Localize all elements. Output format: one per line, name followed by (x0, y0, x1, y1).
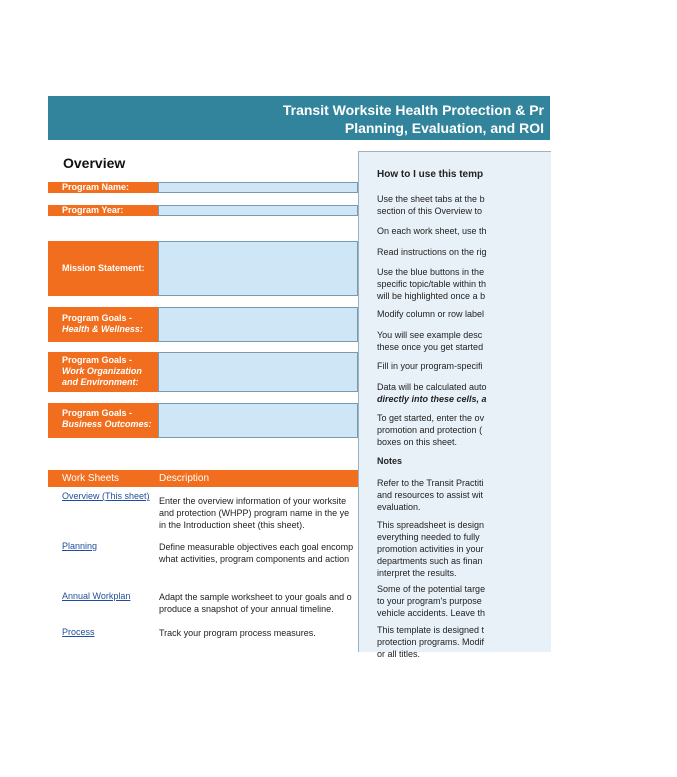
mission-statement-label: Mission Statement: (48, 241, 158, 296)
help-paragraph: To get started, enter the ov promotion and protection ( boxes on this sheet. (377, 413, 485, 447)
goals-health-label: Program Goals - Health & Wellness: (48, 307, 158, 342)
help-paragraph: Data will be calculated auto directly into these cells, a (377, 382, 487, 404)
help-paragraph: Read instructions on the rig (377, 247, 487, 257)
link-annual-workplan-sheet[interactable]: Annual Workplan (62, 591, 131, 601)
planning-description: Define measurable objectives each goal encomp what activities, program components and action (159, 542, 354, 564)
program-name-label: Program Name: (48, 182, 158, 193)
program-year-field[interactable] (158, 205, 358, 216)
notes-paragraph: This spreadsheet is design everything needed to fully promotion activities in your departments such as finan interpret the results. (377, 520, 485, 578)
notes-heading: Notes (377, 456, 403, 466)
annual-workplan-description: Adapt the sample worksheet to your goals and o produce a snapshot of your annual timeline. (159, 592, 352, 614)
col-description: Description (159, 473, 210, 484)
col-work-sheets: Work Sheets (62, 473, 120, 484)
title-banner (48, 96, 550, 140)
title-line-1: Transit Worksite Health Protection & Pr (282, 102, 544, 118)
program-name-field[interactable] (158, 182, 358, 193)
goals-work-field[interactable] (158, 352, 358, 392)
goals-business-label: Program Goals - Business Outcomes: (48, 403, 158, 438)
program-year-label: Program Year: (48, 205, 158, 216)
notes-paragraph: This template is designed t protection programs. Modif or all titles. (377, 625, 485, 659)
help-paragraph: Fill in your program-specifi (377, 361, 483, 371)
help-paragraph: On each work sheet, use th (377, 226, 487, 236)
link-overview-sheet[interactable]: Overview (This sheet) (62, 491, 150, 501)
help-paragraph: You will see example desc these once you get started (377, 330, 484, 352)
goals-health-field[interactable] (158, 307, 358, 342)
process-description: Track your program process measures. (159, 628, 316, 638)
notes-paragraph: Some of the potential targe to your program's purpose vehicle accidents. Leave th (377, 584, 486, 618)
help-heading: How to I use this temp (377, 169, 484, 180)
title-line-2: Planning, Evaluation, and ROI (344, 120, 544, 136)
help-paragraph: Use the blue buttons in the specific topic/table within th will be highlighted once a b (377, 267, 487, 301)
goals-work-label: Program Goals - Work Organization and Environment: (48, 352, 158, 392)
help-paragraph: Use the sheet tabs at the b section of this Overview to (377, 194, 485, 216)
overview-heading: Overview (63, 155, 126, 171)
link-process-sheet[interactable]: Process (62, 627, 95, 637)
mission-statement-field[interactable] (158, 241, 358, 296)
goals-business-field[interactable] (158, 403, 358, 438)
notes-paragraph: Refer to the Transit Practiti and resources to assist wit evaluation. (377, 478, 484, 512)
worksheets-header (48, 470, 358, 487)
overview-description: Enter the overview information of your worksite and protection (WHPP) program name in the ye in the Introduction sheet (this sheet). (159, 496, 350, 530)
help-paragraph: Modify column or row label (377, 309, 485, 319)
link-planning-sheet[interactable]: Planning (62, 541, 98, 551)
help-panel (358, 151, 551, 659)
